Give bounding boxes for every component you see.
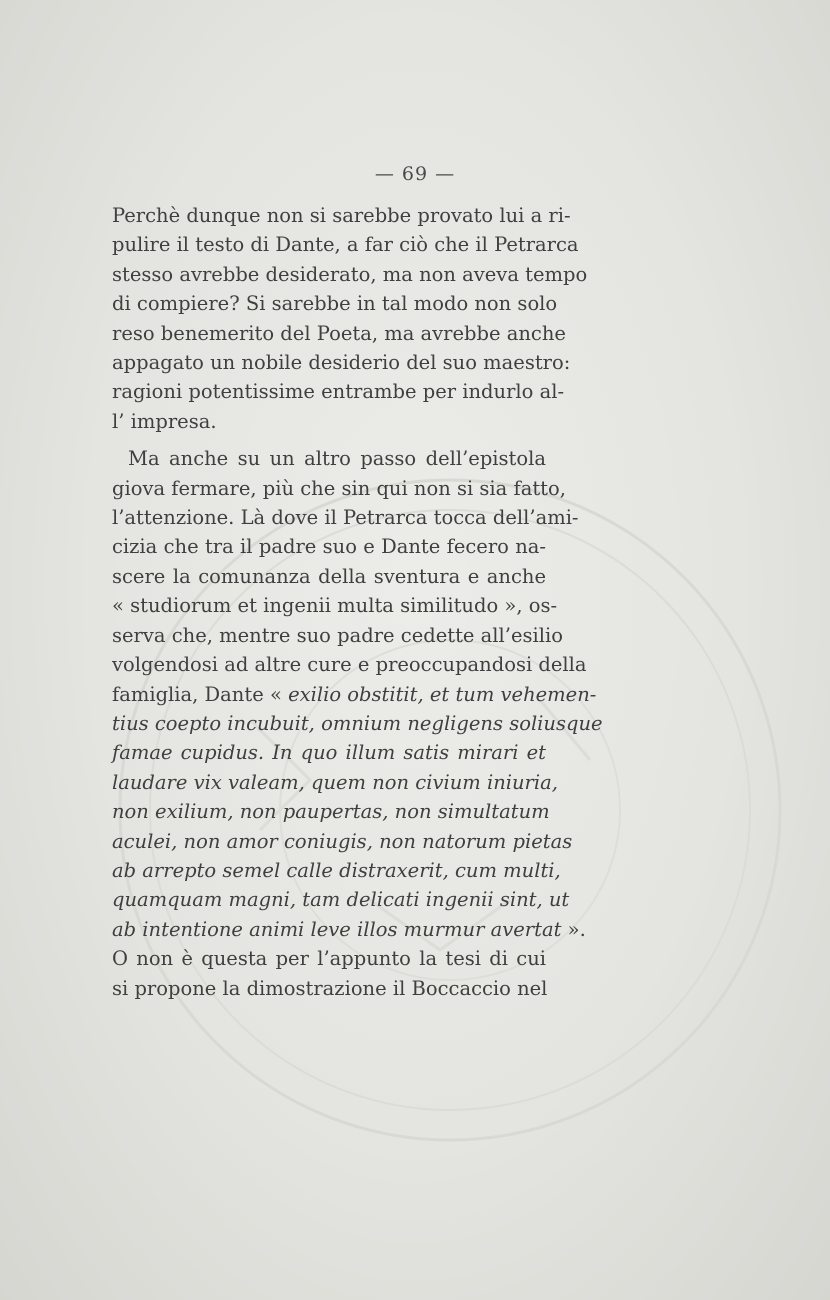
quotation-line: quamquam magni, tam delicati ingenii sint, ut [112, 888, 570, 912]
body-text [112, 201, 603, 1003]
text-line: scere la comunanza della sventura e anche [112, 564, 546, 588]
text-line: l’attenzione. Là dove il Petrarca tocca dell’ami- [112, 506, 579, 530]
text-line: O non è questa per l’appunto la tesi di cui [112, 947, 546, 971]
quotation-line: ab arrepto semel calle distraxerit, cum multi, [112, 858, 561, 882]
quotation-line: famae cupidus. In quo illum satis mirari et [112, 741, 546, 765]
page-number: — 69 — [374, 163, 456, 185]
quotation-line: tius coepto incubuit, omnium negligens soliusque [112, 711, 603, 735]
text-line: l’ impresa. [112, 409, 217, 433]
text-line: volgendosi ad altre cure e preoccupandosi della [112, 653, 587, 677]
quotation-line: non exilium, non paupertas, non simultatum [112, 800, 550, 824]
text-line: appagato un nobile desiderio del suo maestro: [112, 351, 571, 375]
text-line: famiglia, Dante « exilio obstitit, et tum vehemen- [112, 682, 597, 706]
text-line: serva che, mentre suo padre cedette all’esilio [112, 623, 563, 647]
quotation-line: ab intentione animi leve illos murmur avertat ». [112, 917, 586, 941]
text-line: Perchè dunque non si sarebbe provato lui a ri- [112, 204, 571, 227]
text-line: si propone la dimostrazione il Boccaccio nel [112, 976, 548, 1000]
paragraph-first-line: Ma anche su un altro passo dell’epistola [128, 447, 546, 471]
text-line: cizia che tra il padre suo e Dante fecero na- [112, 535, 546, 559]
quotation-line: laudare vix valeam, quem non civium iniuria, [112, 770, 558, 794]
text-line: di compiere? Si sarebbe in tal modo non solo [112, 292, 558, 316]
text-line: ragioni potentissime entrambe per indurlo al- [112, 380, 565, 404]
text-line: reso benemerito del Poeta, ma avrebbe anche [112, 321, 566, 345]
text-line: pulire il testo di Dante, a far ciò che il Petrarca [112, 233, 579, 257]
quotation-line: aculei, non amor coniugis, non natorum pietas [112, 829, 573, 853]
text-line: « studiorum et ingenii multa similitudo », os- [112, 594, 558, 618]
text-line: giova fermare, più che sin qui non si sia fatto, [112, 476, 566, 500]
text-line: stesso avrebbe desiderato, ma non aveva tempo [112, 262, 588, 286]
